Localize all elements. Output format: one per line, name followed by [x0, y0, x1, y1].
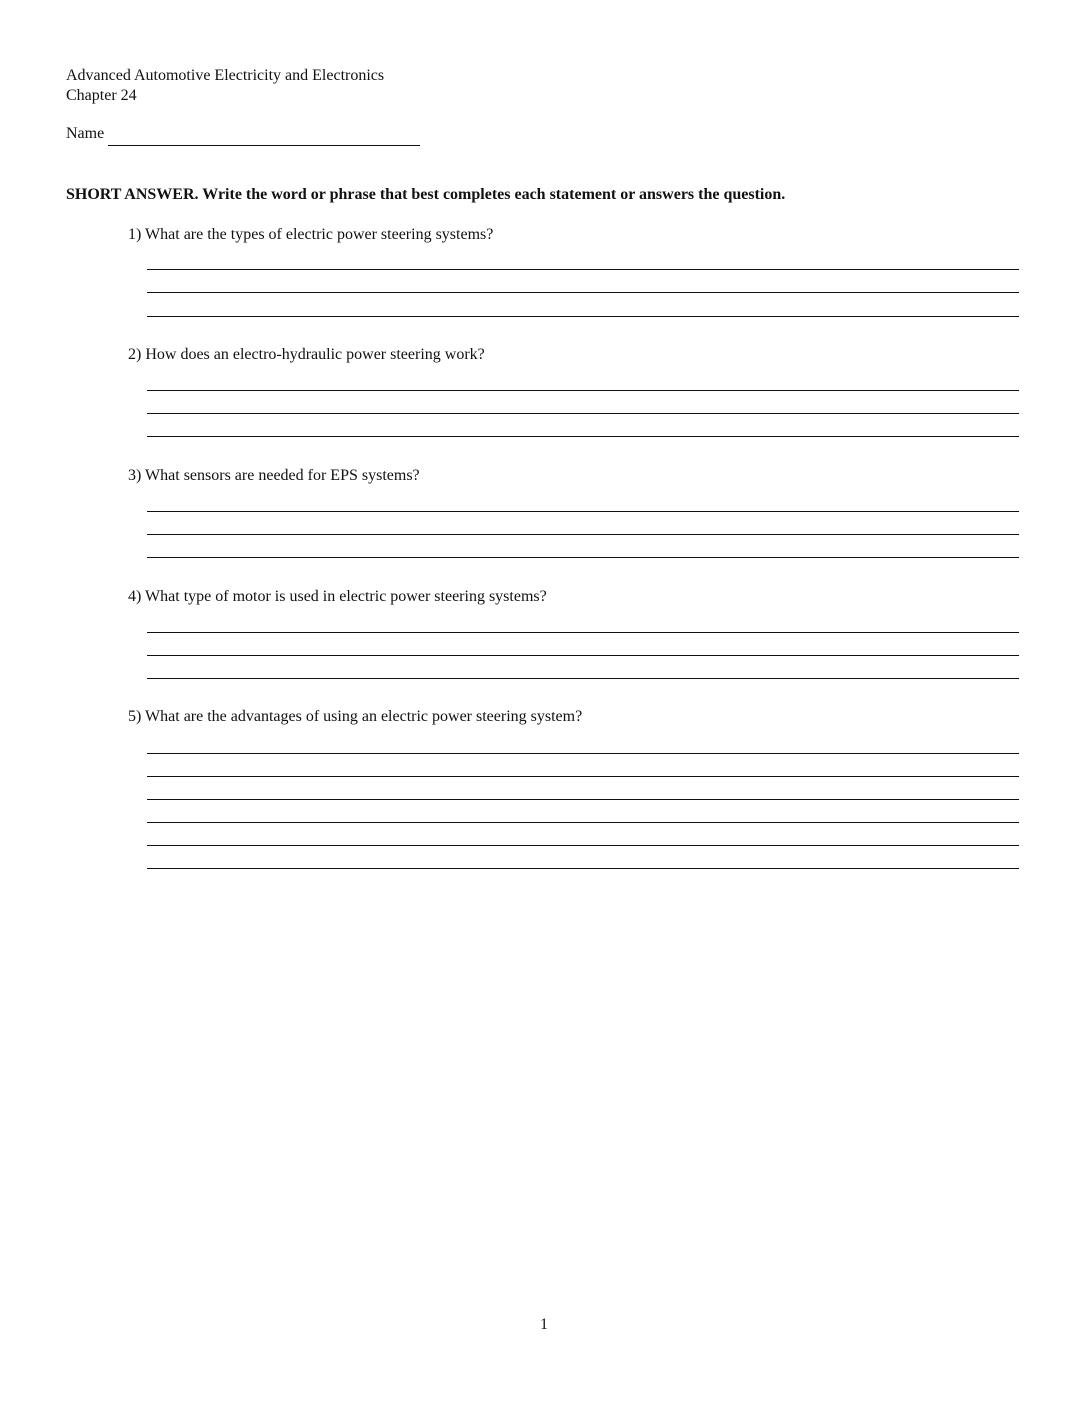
- answer-line-q5-1[interactable]: [147, 753, 1019, 754]
- question-text: How does an electro-hydraulic power steering work?: [145, 346, 485, 363]
- answer-line-q1-2[interactable]: [147, 292, 1019, 293]
- answer-line-q3-1[interactable]: [147, 511, 1019, 512]
- answer-line-q4-2[interactable]: [147, 655, 1019, 656]
- question-5: [128, 707, 582, 727]
- answer-line-q1-1[interactable]: [147, 269, 1019, 270]
- question-2: [128, 345, 485, 365]
- question-number: 3): [128, 467, 142, 484]
- answer-line-q2-3[interactable]: [147, 436, 1019, 437]
- answer-line-q5-5[interactable]: [147, 845, 1019, 846]
- answer-line-q2-2[interactable]: [147, 413, 1019, 414]
- course-title: Advanced Automotive Electricity and Electronics: [66, 67, 385, 84]
- question-number: 5): [128, 708, 142, 725]
- question-3: [128, 466, 420, 486]
- question-text: What are the advantages of using an electric power steering system?: [145, 708, 583, 725]
- question-number: 2): [128, 346, 142, 363]
- question-text: What type of motor is used in electric power steering systems?: [145, 588, 547, 605]
- answer-line-q3-2[interactable]: [147, 534, 1019, 535]
- answer-line-q3-3[interactable]: [147, 557, 1019, 558]
- answer-line-q5-6[interactable]: [147, 868, 1019, 869]
- answer-line-q2-1[interactable]: [147, 390, 1019, 391]
- answer-line-q1-3[interactable]: [147, 316, 1019, 317]
- question-number: 4): [128, 588, 142, 605]
- answer-line-q5-4[interactable]: [147, 822, 1019, 823]
- question-text: What are the types of electric power steering systems?: [145, 226, 494, 243]
- question-number: 1): [128, 226, 142, 243]
- answer-line-q4-3[interactable]: [147, 678, 1019, 679]
- question-text: What sensors are needed for EPS systems?: [145, 467, 420, 484]
- answer-line-q4-1[interactable]: [147, 632, 1019, 633]
- question-4: [128, 587, 547, 607]
- name-label: Name: [66, 125, 105, 142]
- instructions: SHORT ANSWER. Write the word or phrase that best completes each statement or answers the question.: [66, 186, 786, 203]
- name-field[interactable]: [108, 145, 420, 146]
- answer-line-q5-3[interactable]: [147, 799, 1019, 800]
- page-number: 1: [540, 1316, 548, 1333]
- question-1: [128, 225, 493, 245]
- answer-line-q5-2[interactable]: [147, 776, 1019, 777]
- chapter-label: Chapter 24: [66, 87, 137, 104]
